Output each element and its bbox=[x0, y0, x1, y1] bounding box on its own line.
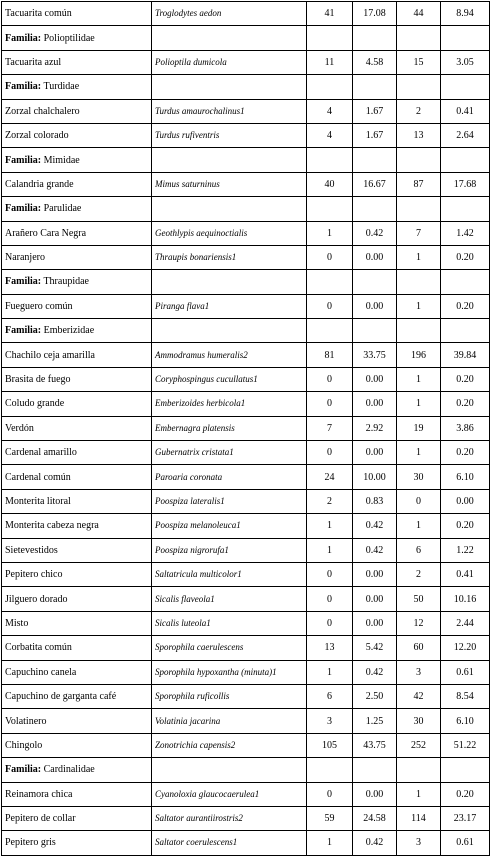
count-1-cell: 105 bbox=[307, 733, 353, 757]
species-row bbox=[2, 2, 490, 26]
scientific-name-cell: Cyanoloxia glaucocaerulea1 bbox=[152, 782, 307, 806]
percent-2-cell: 0.20 bbox=[441, 294, 490, 318]
count-2-cell: 3 bbox=[397, 831, 441, 855]
family-label: Familia: bbox=[5, 325, 42, 337]
common-name-cell: Sietevestidos bbox=[2, 538, 152, 562]
percent-2-cell: 0.41 bbox=[441, 562, 490, 586]
common-name-cell: Arañero Cara Negra bbox=[2, 221, 152, 245]
species-row bbox=[2, 392, 490, 416]
count-1-cell: 0 bbox=[307, 392, 353, 416]
count-2-cell: 30 bbox=[397, 709, 441, 733]
percent-1-cell: 2.92 bbox=[353, 416, 397, 440]
scientific-name-cell: Saltator aurantiirostris2 bbox=[152, 806, 307, 830]
percent-1-cell: 0.42 bbox=[353, 221, 397, 245]
percent-2-cell: 12.20 bbox=[441, 636, 490, 660]
empty-cell bbox=[152, 319, 307, 343]
family-label: Familia: bbox=[5, 203, 42, 215]
family-label: Familia: bbox=[5, 276, 42, 288]
percent-2-cell: 23.17 bbox=[441, 806, 490, 830]
species-row bbox=[2, 245, 490, 269]
empty-cell bbox=[397, 75, 441, 99]
family-name: Cardinalidae bbox=[43, 764, 95, 776]
empty-cell bbox=[353, 75, 397, 99]
percent-2-cell: 0.20 bbox=[441, 782, 490, 806]
empty-cell bbox=[397, 319, 441, 343]
count-1-cell: 13 bbox=[307, 636, 353, 660]
empty-cell bbox=[307, 319, 353, 343]
family-cell bbox=[2, 319, 152, 343]
empty-cell bbox=[152, 270, 307, 294]
common-name-cell: Pepitero chico bbox=[2, 562, 152, 586]
percent-1-cell: 0.00 bbox=[353, 441, 397, 465]
count-2-cell: 114 bbox=[397, 806, 441, 830]
species-row bbox=[2, 416, 490, 440]
count-2-cell: 15 bbox=[397, 50, 441, 74]
species-row bbox=[2, 465, 490, 489]
common-name-cell: Pepitero de collar bbox=[2, 806, 152, 830]
count-1-cell: 1 bbox=[307, 538, 353, 562]
percent-2-cell: 1.42 bbox=[441, 221, 490, 245]
count-1-cell: 7 bbox=[307, 416, 353, 440]
scientific-name-cell: Mimus saturninus bbox=[152, 172, 307, 196]
count-2-cell: 30 bbox=[397, 465, 441, 489]
percent-2-cell: 0.20 bbox=[441, 392, 490, 416]
empty-cell bbox=[441, 319, 490, 343]
common-name-cell: Reinamora chica bbox=[2, 782, 152, 806]
common-name-cell: Corbatita común bbox=[2, 636, 152, 660]
empty-cell bbox=[353, 758, 397, 782]
count-2-cell: 3 bbox=[397, 660, 441, 684]
species-row bbox=[2, 587, 490, 611]
scientific-name-cell: Sporophila ruficollis bbox=[152, 684, 307, 708]
common-name-cell: Monterita litoral bbox=[2, 489, 152, 513]
family-name: Parulidae bbox=[43, 203, 82, 215]
percent-2-cell: 6.10 bbox=[441, 709, 490, 733]
count-2-cell: 50 bbox=[397, 587, 441, 611]
count-1-cell: 81 bbox=[307, 343, 353, 367]
empty-cell bbox=[441, 75, 490, 99]
percent-2-cell: 51.22 bbox=[441, 733, 490, 757]
common-name-cell: Volatinero bbox=[2, 709, 152, 733]
common-name-cell: Calandria grande bbox=[2, 172, 152, 196]
count-2-cell: 1 bbox=[397, 514, 441, 538]
count-1-cell: 1 bbox=[307, 221, 353, 245]
scientific-name-cell: Embernagra platensis bbox=[152, 416, 307, 440]
percent-1-cell: 1.67 bbox=[353, 123, 397, 147]
family-name: Emberizidae bbox=[43, 325, 95, 337]
empty-cell bbox=[397, 148, 441, 172]
empty-cell bbox=[441, 758, 490, 782]
percent-1-cell: 24.58 bbox=[353, 806, 397, 830]
common-name-cell: Cardenal común bbox=[2, 465, 152, 489]
percent-1-cell: 4.58 bbox=[353, 50, 397, 74]
count-2-cell: 0 bbox=[397, 489, 441, 513]
scientific-name-cell: Sicalis luteola1 bbox=[152, 611, 307, 635]
family-row bbox=[2, 148, 490, 172]
count-2-cell: 7 bbox=[397, 221, 441, 245]
scientific-name-cell: Thraupis bonariensis1 bbox=[152, 245, 307, 269]
scientific-name-cell: Coryphospingus cucullatus1 bbox=[152, 367, 307, 391]
count-2-cell: 2 bbox=[397, 99, 441, 123]
family-cell bbox=[2, 26, 152, 50]
count-1-cell: 0 bbox=[307, 441, 353, 465]
percent-2-cell: 3.05 bbox=[441, 50, 490, 74]
count-1-cell: 11 bbox=[307, 50, 353, 74]
percent-2-cell: 39.84 bbox=[441, 343, 490, 367]
empty-cell bbox=[441, 197, 490, 221]
scientific-name-cell: Troglodytes aedon bbox=[152, 2, 307, 26]
scientific-name-cell: Zonotrichia capensis2 bbox=[152, 733, 307, 757]
count-1-cell: 0 bbox=[307, 611, 353, 635]
common-name-cell: Fueguero común bbox=[2, 294, 152, 318]
count-2-cell: 1 bbox=[397, 367, 441, 391]
percent-1-cell: 2.50 bbox=[353, 684, 397, 708]
count-2-cell: 87 bbox=[397, 172, 441, 196]
scientific-name-cell: Sicalis flaveola1 bbox=[152, 587, 307, 611]
common-name-cell: Cardenal amarillo bbox=[2, 441, 152, 465]
common-name-cell: Brasita de fuego bbox=[2, 367, 152, 391]
count-2-cell: 12 bbox=[397, 611, 441, 635]
count-2-cell: 1 bbox=[397, 441, 441, 465]
species-row bbox=[2, 538, 490, 562]
common-name-cell: Jilguero dorado bbox=[2, 587, 152, 611]
percent-1-cell: 0.00 bbox=[353, 611, 397, 635]
scientific-name-cell: Polioptila dumicola bbox=[152, 50, 307, 74]
count-2-cell: 6 bbox=[397, 538, 441, 562]
percent-2-cell: 8.54 bbox=[441, 684, 490, 708]
percent-2-cell: 2.44 bbox=[441, 611, 490, 635]
species-row bbox=[2, 611, 490, 635]
common-name-cell: Coludo grande bbox=[2, 392, 152, 416]
family-cell bbox=[2, 270, 152, 294]
common-name-cell: Capuchino de garganta café bbox=[2, 684, 152, 708]
scientific-name-cell: Saltatricula multicolor1 bbox=[152, 562, 307, 586]
count-1-cell: 1 bbox=[307, 660, 353, 684]
count-1-cell: 40 bbox=[307, 172, 353, 196]
common-name-cell: Tacuarita azul bbox=[2, 50, 152, 74]
percent-1-cell: 1.25 bbox=[353, 709, 397, 733]
scientific-name-cell: Piranga flava1 bbox=[152, 294, 307, 318]
count-2-cell: 2 bbox=[397, 562, 441, 586]
count-1-cell: 3 bbox=[307, 709, 353, 733]
species-row bbox=[2, 684, 490, 708]
common-name-cell: Capuchino canela bbox=[2, 660, 152, 684]
empty-cell bbox=[353, 197, 397, 221]
percent-1-cell: 1.67 bbox=[353, 99, 397, 123]
family-cell bbox=[2, 197, 152, 221]
common-name-cell: Monterita cabeza negra bbox=[2, 514, 152, 538]
count-1-cell: 0 bbox=[307, 587, 353, 611]
empty-cell bbox=[353, 270, 397, 294]
species-row bbox=[2, 806, 490, 830]
empty-cell bbox=[152, 75, 307, 99]
count-1-cell: 4 bbox=[307, 123, 353, 147]
common-name-cell: Chingolo bbox=[2, 733, 152, 757]
percent-1-cell: 33.75 bbox=[353, 343, 397, 367]
scientific-name-cell: Paroaria coronata bbox=[152, 465, 307, 489]
count-2-cell: 1 bbox=[397, 392, 441, 416]
count-2-cell: 252 bbox=[397, 733, 441, 757]
percent-1-cell: 0.00 bbox=[353, 294, 397, 318]
scientific-name-cell: Poospiza lateralis1 bbox=[152, 489, 307, 513]
count-1-cell: 0 bbox=[307, 294, 353, 318]
species-row bbox=[2, 172, 490, 196]
common-name-cell: Chachilo ceja amarilla bbox=[2, 343, 152, 367]
common-name-cell: Verdón bbox=[2, 416, 152, 440]
empty-cell bbox=[307, 26, 353, 50]
percent-2-cell: 0.61 bbox=[441, 660, 490, 684]
percent-2-cell: 2.64 bbox=[441, 123, 490, 147]
count-2-cell: 1 bbox=[397, 782, 441, 806]
scientific-name-cell: Sporophila caerulescens bbox=[152, 636, 307, 660]
count-2-cell: 13 bbox=[397, 123, 441, 147]
percent-1-cell: 0.00 bbox=[353, 392, 397, 416]
species-row bbox=[2, 782, 490, 806]
empty-cell bbox=[441, 148, 490, 172]
empty-cell bbox=[152, 197, 307, 221]
empty-cell bbox=[307, 148, 353, 172]
table-body bbox=[2, 2, 490, 856]
percent-2-cell: 6.10 bbox=[441, 465, 490, 489]
count-1-cell: 0 bbox=[307, 367, 353, 391]
family-label: Familia: bbox=[5, 32, 42, 44]
common-name-cell: Zorzal colorado bbox=[2, 123, 152, 147]
common-name-cell: Naranjero bbox=[2, 245, 152, 269]
percent-2-cell: 3.86 bbox=[441, 416, 490, 440]
common-name-cell: Zorzal chalchalero bbox=[2, 99, 152, 123]
empty-cell bbox=[307, 758, 353, 782]
family-name: Thraupidae bbox=[43, 276, 89, 288]
percent-2-cell: 1.22 bbox=[441, 538, 490, 562]
empty-cell bbox=[397, 26, 441, 50]
scientific-name-cell: Saltator coerulescens1 bbox=[152, 831, 307, 855]
common-name-cell: Tacuarita común bbox=[2, 2, 152, 26]
count-1-cell: 59 bbox=[307, 806, 353, 830]
count-1-cell: 0 bbox=[307, 562, 353, 586]
species-row bbox=[2, 343, 490, 367]
scientific-name-cell: Volatinia jacarina bbox=[152, 709, 307, 733]
family-row bbox=[2, 270, 490, 294]
empty-cell bbox=[441, 270, 490, 294]
scientific-name-cell: Poospiza melanoleuca1 bbox=[152, 514, 307, 538]
count-1-cell: 2 bbox=[307, 489, 353, 513]
family-name: Mimidae bbox=[43, 154, 80, 166]
percent-1-cell: 43.75 bbox=[353, 733, 397, 757]
count-1-cell: 1 bbox=[307, 514, 353, 538]
family-name: Turdidae bbox=[43, 81, 80, 93]
scientific-name-cell: Turdus amaurochalinus1 bbox=[152, 99, 307, 123]
species-row bbox=[2, 660, 490, 684]
percent-1-cell: 0.00 bbox=[353, 782, 397, 806]
count-1-cell: 6 bbox=[307, 684, 353, 708]
percent-1-cell: 0.00 bbox=[353, 367, 397, 391]
family-row bbox=[2, 197, 490, 221]
empty-cell bbox=[307, 75, 353, 99]
species-row bbox=[2, 50, 490, 74]
scientific-name-cell: Turdus rufiventris bbox=[152, 123, 307, 147]
empty-cell bbox=[152, 148, 307, 172]
species-row bbox=[2, 709, 490, 733]
species-row bbox=[2, 294, 490, 318]
percent-1-cell: 0.00 bbox=[353, 245, 397, 269]
species-row bbox=[2, 636, 490, 660]
percent-1-cell: 0.00 bbox=[353, 587, 397, 611]
empty-cell bbox=[353, 26, 397, 50]
species-row bbox=[2, 221, 490, 245]
percent-2-cell: 8.94 bbox=[441, 2, 490, 26]
family-cell bbox=[2, 148, 152, 172]
count-2-cell: 60 bbox=[397, 636, 441, 660]
family-label: Familia: bbox=[5, 154, 42, 166]
count-1-cell: 4 bbox=[307, 99, 353, 123]
percent-2-cell: 0.00 bbox=[441, 489, 490, 513]
percent-2-cell: 0.20 bbox=[441, 245, 490, 269]
count-2-cell: 1 bbox=[397, 294, 441, 318]
percent-2-cell: 0.61 bbox=[441, 831, 490, 855]
scientific-name-cell: Poospiza nigrorufa1 bbox=[152, 538, 307, 562]
percent-1-cell: 0.83 bbox=[353, 489, 397, 513]
percent-2-cell: 0.20 bbox=[441, 441, 490, 465]
empty-cell bbox=[397, 197, 441, 221]
count-2-cell: 19 bbox=[397, 416, 441, 440]
percent-1-cell: 10.00 bbox=[353, 465, 397, 489]
percent-1-cell: 17.08 bbox=[353, 2, 397, 26]
empty-cell bbox=[307, 197, 353, 221]
percent-2-cell: 17.68 bbox=[441, 172, 490, 196]
family-name: Polioptilidae bbox=[43, 32, 95, 44]
percent-1-cell: 0.42 bbox=[353, 831, 397, 855]
species-row bbox=[2, 489, 490, 513]
species-row bbox=[2, 441, 490, 465]
percent-1-cell: 5.42 bbox=[353, 636, 397, 660]
scientific-name-cell: Emberizoides herbicola1 bbox=[152, 392, 307, 416]
percent-1-cell: 0.00 bbox=[353, 562, 397, 586]
empty-cell bbox=[397, 758, 441, 782]
species-row bbox=[2, 514, 490, 538]
percent-2-cell: 0.41 bbox=[441, 99, 490, 123]
count-2-cell: 1 bbox=[397, 245, 441, 269]
percent-1-cell: 16.67 bbox=[353, 172, 397, 196]
count-2-cell: 42 bbox=[397, 684, 441, 708]
scientific-name-cell: Geothlypis aequinoctialis bbox=[152, 221, 307, 245]
count-1-cell: 0 bbox=[307, 782, 353, 806]
common-name-cell: Misto bbox=[2, 611, 152, 635]
common-name-cell: Pepitero gris bbox=[2, 831, 152, 855]
percent-2-cell: 0.20 bbox=[441, 367, 490, 391]
species-table bbox=[1, 1, 490, 856]
empty-cell bbox=[353, 148, 397, 172]
species-row bbox=[2, 831, 490, 855]
family-row bbox=[2, 758, 490, 782]
count-1-cell: 41 bbox=[307, 2, 353, 26]
family-row bbox=[2, 26, 490, 50]
family-label: Familia: bbox=[5, 764, 42, 776]
species-row bbox=[2, 99, 490, 123]
species-row bbox=[2, 367, 490, 391]
percent-2-cell: 10.16 bbox=[441, 587, 490, 611]
count-1-cell: 0 bbox=[307, 245, 353, 269]
empty-cell bbox=[307, 270, 353, 294]
count-2-cell: 196 bbox=[397, 343, 441, 367]
family-cell bbox=[2, 758, 152, 782]
empty-cell bbox=[397, 270, 441, 294]
count-1-cell: 1 bbox=[307, 831, 353, 855]
empty-cell bbox=[353, 319, 397, 343]
count-2-cell: 44 bbox=[397, 2, 441, 26]
scientific-name-cell: Sporophila hypoxantha (minuta)1 bbox=[152, 660, 307, 684]
family-label: Familia: bbox=[5, 81, 42, 93]
percent-1-cell: 0.42 bbox=[353, 538, 397, 562]
percent-1-cell: 0.42 bbox=[353, 660, 397, 684]
percent-1-cell: 0.42 bbox=[353, 514, 397, 538]
count-1-cell: 24 bbox=[307, 465, 353, 489]
empty-cell bbox=[152, 758, 307, 782]
family-row bbox=[2, 75, 490, 99]
scientific-name-cell: Gubernatrix cristata1 bbox=[152, 441, 307, 465]
species-row bbox=[2, 562, 490, 586]
family-cell bbox=[2, 75, 152, 99]
empty-cell bbox=[441, 26, 490, 50]
empty-cell bbox=[152, 26, 307, 50]
species-row bbox=[2, 123, 490, 147]
species-row bbox=[2, 733, 490, 757]
scientific-name-cell: Ammodramus humeralis2 bbox=[152, 343, 307, 367]
percent-2-cell: 0.20 bbox=[441, 514, 490, 538]
family-row bbox=[2, 319, 490, 343]
